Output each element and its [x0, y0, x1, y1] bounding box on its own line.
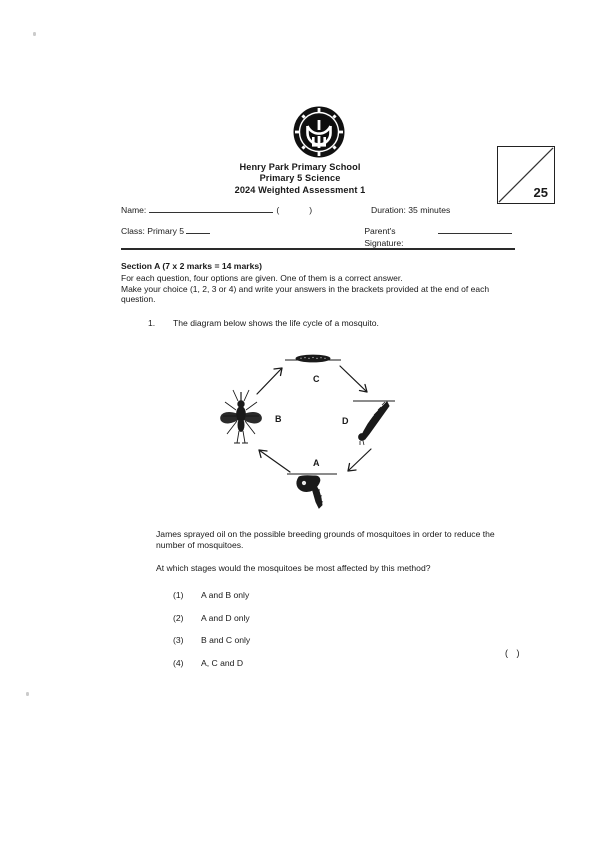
- name-bracket-open: (: [276, 205, 280, 215]
- class-row: [121, 225, 515, 249]
- option-1[interactable]: [173, 590, 533, 600]
- stage-adult: [221, 390, 262, 443]
- answer-options: [173, 590, 533, 680]
- mosquito-life-cycle-diagram: [215, 344, 410, 516]
- option-2[interactable]: [173, 613, 533, 623]
- subject-line: Primary 5 Science: [259, 173, 341, 184]
- question-number: 1.: [148, 318, 156, 328]
- scan-speck-bottom-left: [26, 692, 29, 696]
- option-1-number: (1): [173, 590, 184, 600]
- option-1-label: A and B only: [201, 590, 250, 600]
- instruction-line-1: For each question, four options are given. One of them is a correct answer.: [121, 273, 403, 283]
- option-2-label: A and D only: [201, 612, 250, 623]
- question-paragraph-2: At which stages would the mosquitoes be most affected by this method?: [156, 563, 431, 573]
- stage-label-b: B: [275, 414, 282, 424]
- assessment-line: 2024 Weighted Assessment 1: [234, 184, 366, 195]
- option-3-label: B and C only: [201, 635, 251, 645]
- stage-pupa: [287, 474, 337, 508]
- name-label: Name:: [121, 205, 147, 215]
- stage-larva: [353, 401, 395, 445]
- class-label: Class:: [121, 226, 145, 236]
- option-4[interactable]: [173, 658, 533, 668]
- stage-label-a: A: [313, 458, 320, 468]
- option-3-number: (3): [173, 635, 184, 645]
- option-3[interactable]: [173, 635, 533, 645]
- total-marks-box: [497, 146, 555, 204]
- school-crest-icon: [293, 106, 345, 158]
- name-row: [121, 204, 515, 216]
- answer-bracket[interactable]: ( ): [505, 648, 523, 658]
- stage-label-d: D: [342, 416, 349, 426]
- parent-signature-label: Parent's Signature:: [364, 226, 404, 248]
- stage-eggs: [285, 355, 341, 362]
- parent-signature-input[interactable]: [438, 225, 512, 234]
- question-stem: The diagram below shows the life cycle of a mosquito.: [173, 318, 379, 328]
- total-marks-value: 25: [533, 185, 548, 200]
- option-2-number: (2): [173, 612, 184, 623]
- class-value: Primary 5: [147, 226, 185, 236]
- question-body: [156, 529, 506, 586]
- name-input[interactable]: [149, 204, 273, 213]
- section-instructions: [121, 273, 521, 305]
- question-paragraph-1: James sprayed oil on the possible breeding grounds of mosquitoes in order to reduce the number of mosquitoes.: [156, 529, 495, 550]
- section-heading: Section A (7 x 2 marks = 14 marks): [121, 261, 262, 271]
- stage-label-c: C: [313, 374, 320, 384]
- school-name: Henry Park Primary School: [239, 162, 361, 172]
- duration-label: Duration: 35 minutes: [371, 205, 451, 215]
- option-4-number: (4): [173, 657, 184, 668]
- class-input[interactable]: [186, 225, 210, 234]
- name-bracket-close: ): [309, 205, 313, 215]
- header-divider: [121, 248, 515, 250]
- instruction-line-2: Make your choice (1, 2, 3 or 4) and write your answers in the brackets provided at the end of each question.: [121, 283, 490, 305]
- option-4-label: A, C and D: [201, 657, 244, 668]
- scan-speck-top-left: [33, 32, 36, 36]
